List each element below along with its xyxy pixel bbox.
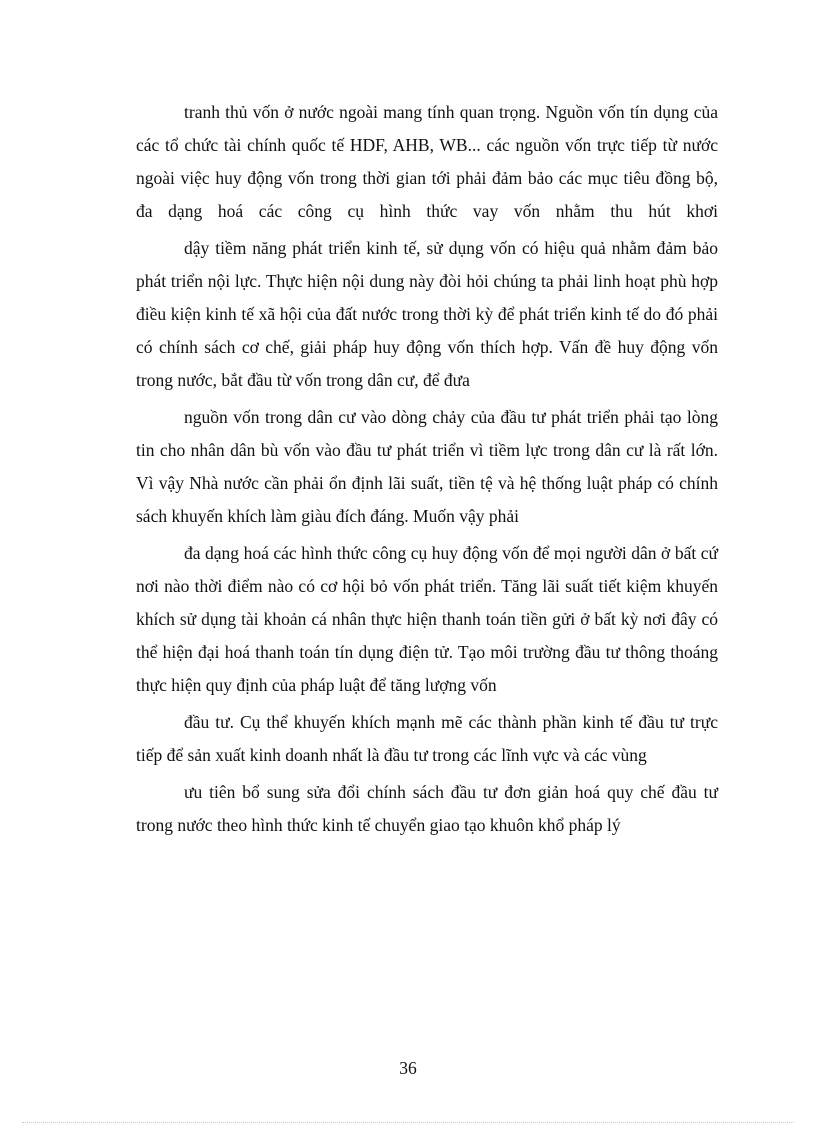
paragraph-3: nguồn vốn trong dân cư vào dòng chảy của đầu tư phát triển phải tạo lòng tin cho nhân dân bù vốn vào đầu tư phát triển vì tiềm lực trong dân cư là rất lớn. Vì vậy Nhà nước cần phải ổn định lãi suất, tiền tệ và hệ thống luật pháp có chính sách khuyến khích làm giàu đích đáng. Muốn vậy phải [136,407,718,526]
page-number: 36 [399,1058,417,1078]
paragraph-1: tranh thủ vốn ở nước ngoài mang tính quan trọng. Nguồn vốn tín dụng của các tổ chức tài chính quốc tế HDF, AHB, WB... các nguồn vốn trực tiếp từ nước ngoài việc huy động vốn trong thời gian tới phải đảm bảo các mục tiêu đồng bộ, đa dạng hoá các công cụ hình thức vay vốn nhằm thu hút khơi [136,102,718,221]
paragraph-6: ưu tiên bổ sung sửa đổi chính sách đầu tư đơn giản hoá quy chế đầu tư trong nước theo hình thức kinh tế chuyển giao tạo khuôn khổ pháp lý [136,782,718,835]
paragraph-4: đa dạng hoá các hình thức công cụ huy động vốn để mọi người dân ở bất cứ nơi nào thời điểm nào có cơ hội bỏ vốn phát triển. Tăng lãi suất tiết kiệm khuyến khích sử dụng tài khoản cá nhân thực hiện thanh toán tiền gửi ở bất kỳ nơi đây có thể hiện đại hoá thanh toán tín dụng điện tử. Tạo môi trường đầu tư thông thoáng thực hiện quy định của pháp luật để tăng lượng vốn [136,543,718,695]
body-text [136,96,718,842]
paragraph-2: dậy tiềm năng phát triển kinh tế, sử dụng vốn có hiệu quả nhằm đảm bảo phát triển nội lực. Thực hiện nội dung này đòi hỏi chúng ta phải linh hoạt phù hợp điều kiện kinh tế xã hội của đất nước trong thời kỳ để phát triển kinh tế do đó phải có chính sách cơ chế, giải pháp huy động vốn thích hợp. Vấn đề huy động vốn trong nước, bắt đầu từ vốn trong dân cư, để đưa [136,238,718,390]
paragraph-5: đầu tư. Cụ thể khuyến khích mạnh mẽ các thành phần kinh tế đầu tư trực tiếp để sản xuất kinh doanh nhất là đầu tư trong các lĩnh vực và các vùng [136,712,718,765]
